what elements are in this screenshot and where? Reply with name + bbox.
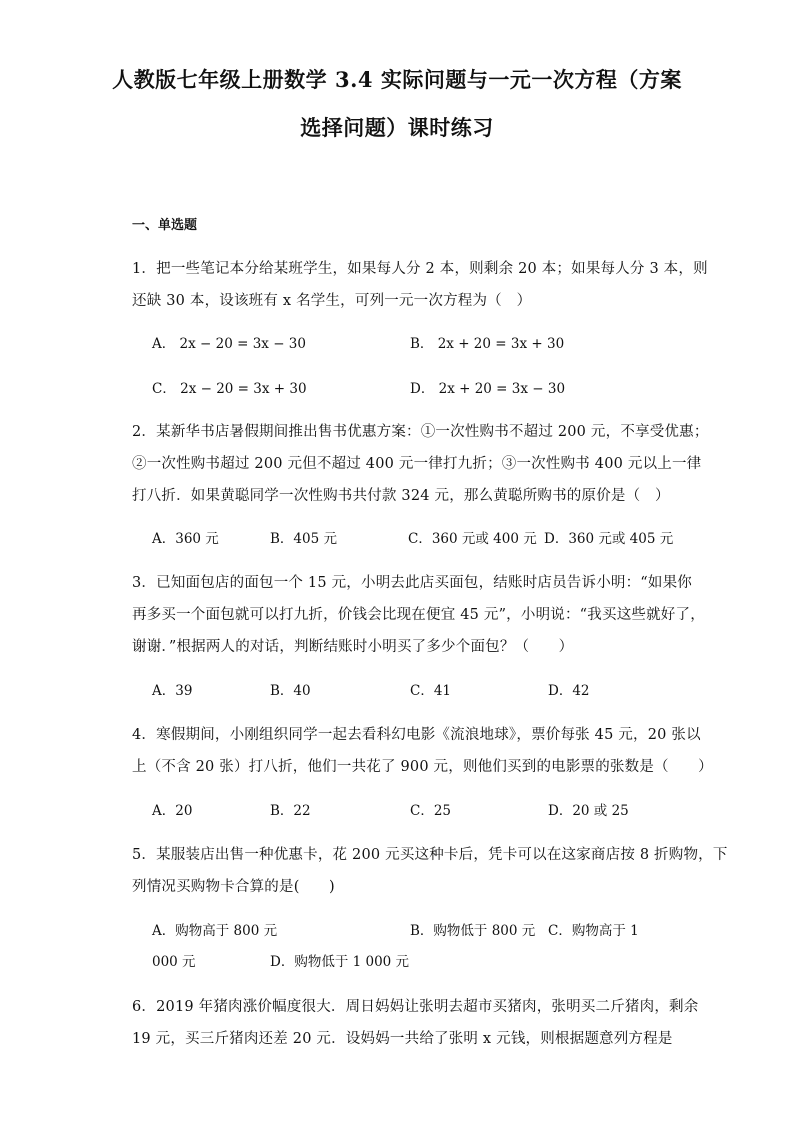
- question-6-text-line-2: 19 元，买三斤猪肉还差 20 元．设妈妈一共给了张明 x 元钱，则根据题意列方程是: [132, 1031, 673, 1047]
- question-4-text-line-1: 4．寒假期间，小刚组织同学一起去看科幻电影《流浪地球》，票价每张 45 元，20 张以: [132, 727, 701, 743]
- question-1-text-line-1: 1．把一些笔记本分给某班学生，如果每人分 2 本，则剩余 20 本；如果每人分 3 本，则: [132, 261, 708, 277]
- question-1-option-d: D． 2x + 20 = 3x − 30: [410, 381, 566, 397]
- question-2-option-d: D．360 元或 405 元: [544, 531, 674, 547]
- question-6-text-line-1: 6．2019 年猪肉涨价幅度很大．周日妈妈让张明去超市买猪肉，张明买二斤猪肉，剩余: [132, 999, 699, 1015]
- question-2-option-c: C．360 元或 400 元: [408, 531, 537, 547]
- question-3-option-a: A．39: [152, 683, 193, 699]
- question-1-option-a: A． 2x − 20 = 3x − 30: [152, 336, 306, 352]
- question-2-text-line-3: 打八折．如果黄聪同学一次性购书共付款 324 元，那么黄聪所购书的原价是（ ）: [132, 488, 670, 504]
- question-2-option-a: A．360 元: [152, 531, 219, 547]
- question-4-option-a: A．20: [152, 803, 193, 819]
- question-5-text-line-1: 5．某服装店出售一种优惠卡，花 200 元买这种卡后，凭卡可以在这家商店按 8 折购物，下: [132, 847, 728, 863]
- question-5-option-c-continued: 000 元: [152, 954, 196, 970]
- document-title-line-2: 选择问题）课时练习: [300, 115, 494, 140]
- question-4-text-line-2: 上（不含 20 张）打八折，他们一共花了 900 元，则他们买到的电影票的张数是（ ）: [132, 759, 713, 775]
- question-5-option-d: D．购物低于 1 000 元: [270, 954, 410, 970]
- question-2-text-line-2: ②一次性购书超过 200 元但不超过 400 元一律打九折；③一次性购书 400 元以上一律: [132, 456, 702, 472]
- question-3-text-line-2: 再多买一个面包就可以打九折，价钱会比现在便宜 45 元”，小明说：“我买这些就好了，: [132, 607, 705, 623]
- question-3-option-b: B．40: [270, 683, 311, 699]
- question-3-option-c: C．41: [410, 683, 452, 699]
- section-heading: 一、单选题: [132, 218, 198, 233]
- question-5-option-c: C．购物高于 1: [548, 923, 639, 939]
- question-1-option-b: B． 2x + 20 = 3x + 30: [410, 336, 565, 352]
- question-5-option-b: B．购物低于 800 元: [410, 923, 536, 939]
- question-4-option-c: C．25: [410, 803, 452, 819]
- question-2-option-b: B．405 元: [270, 531, 337, 547]
- question-3-text-line-1: 3．已知面包店的面包一个 15 元，小明去此店买面包，结账时店员告诉小明：“如果你: [132, 575, 693, 591]
- question-3-text-line-3: 谢谢．”根据两人的对话，判断结账时小明买了多少个面包？（ ）: [132, 639, 574, 655]
- question-3-option-d: D．42: [548, 683, 590, 699]
- question-4-option-b: B．22: [270, 803, 311, 819]
- question-5-text-line-2: 列情况买购物卡合算的是( ): [132, 879, 335, 895]
- question-1-text-line-2: 还缺 30 本，设该班有 x 名学生，可列一元一次方程为（ ）: [132, 293, 532, 309]
- question-4-option-d: D．20 或 25: [548, 803, 629, 819]
- question-5-option-a: A．购物高于 800 元: [152, 923, 278, 939]
- question-2-text-line-1: 2．某新华书店暑假期间推出售书优惠方案：①一次性购书不超过 200 元，不享受优惠；: [132, 424, 709, 440]
- document-title-line-1: 人教版七年级上册数学 3.4 实际问题与一元一次方程（方案: [112, 67, 682, 92]
- question-1-option-c: C． 2x − 20 = 3x + 30: [152, 381, 307, 397]
